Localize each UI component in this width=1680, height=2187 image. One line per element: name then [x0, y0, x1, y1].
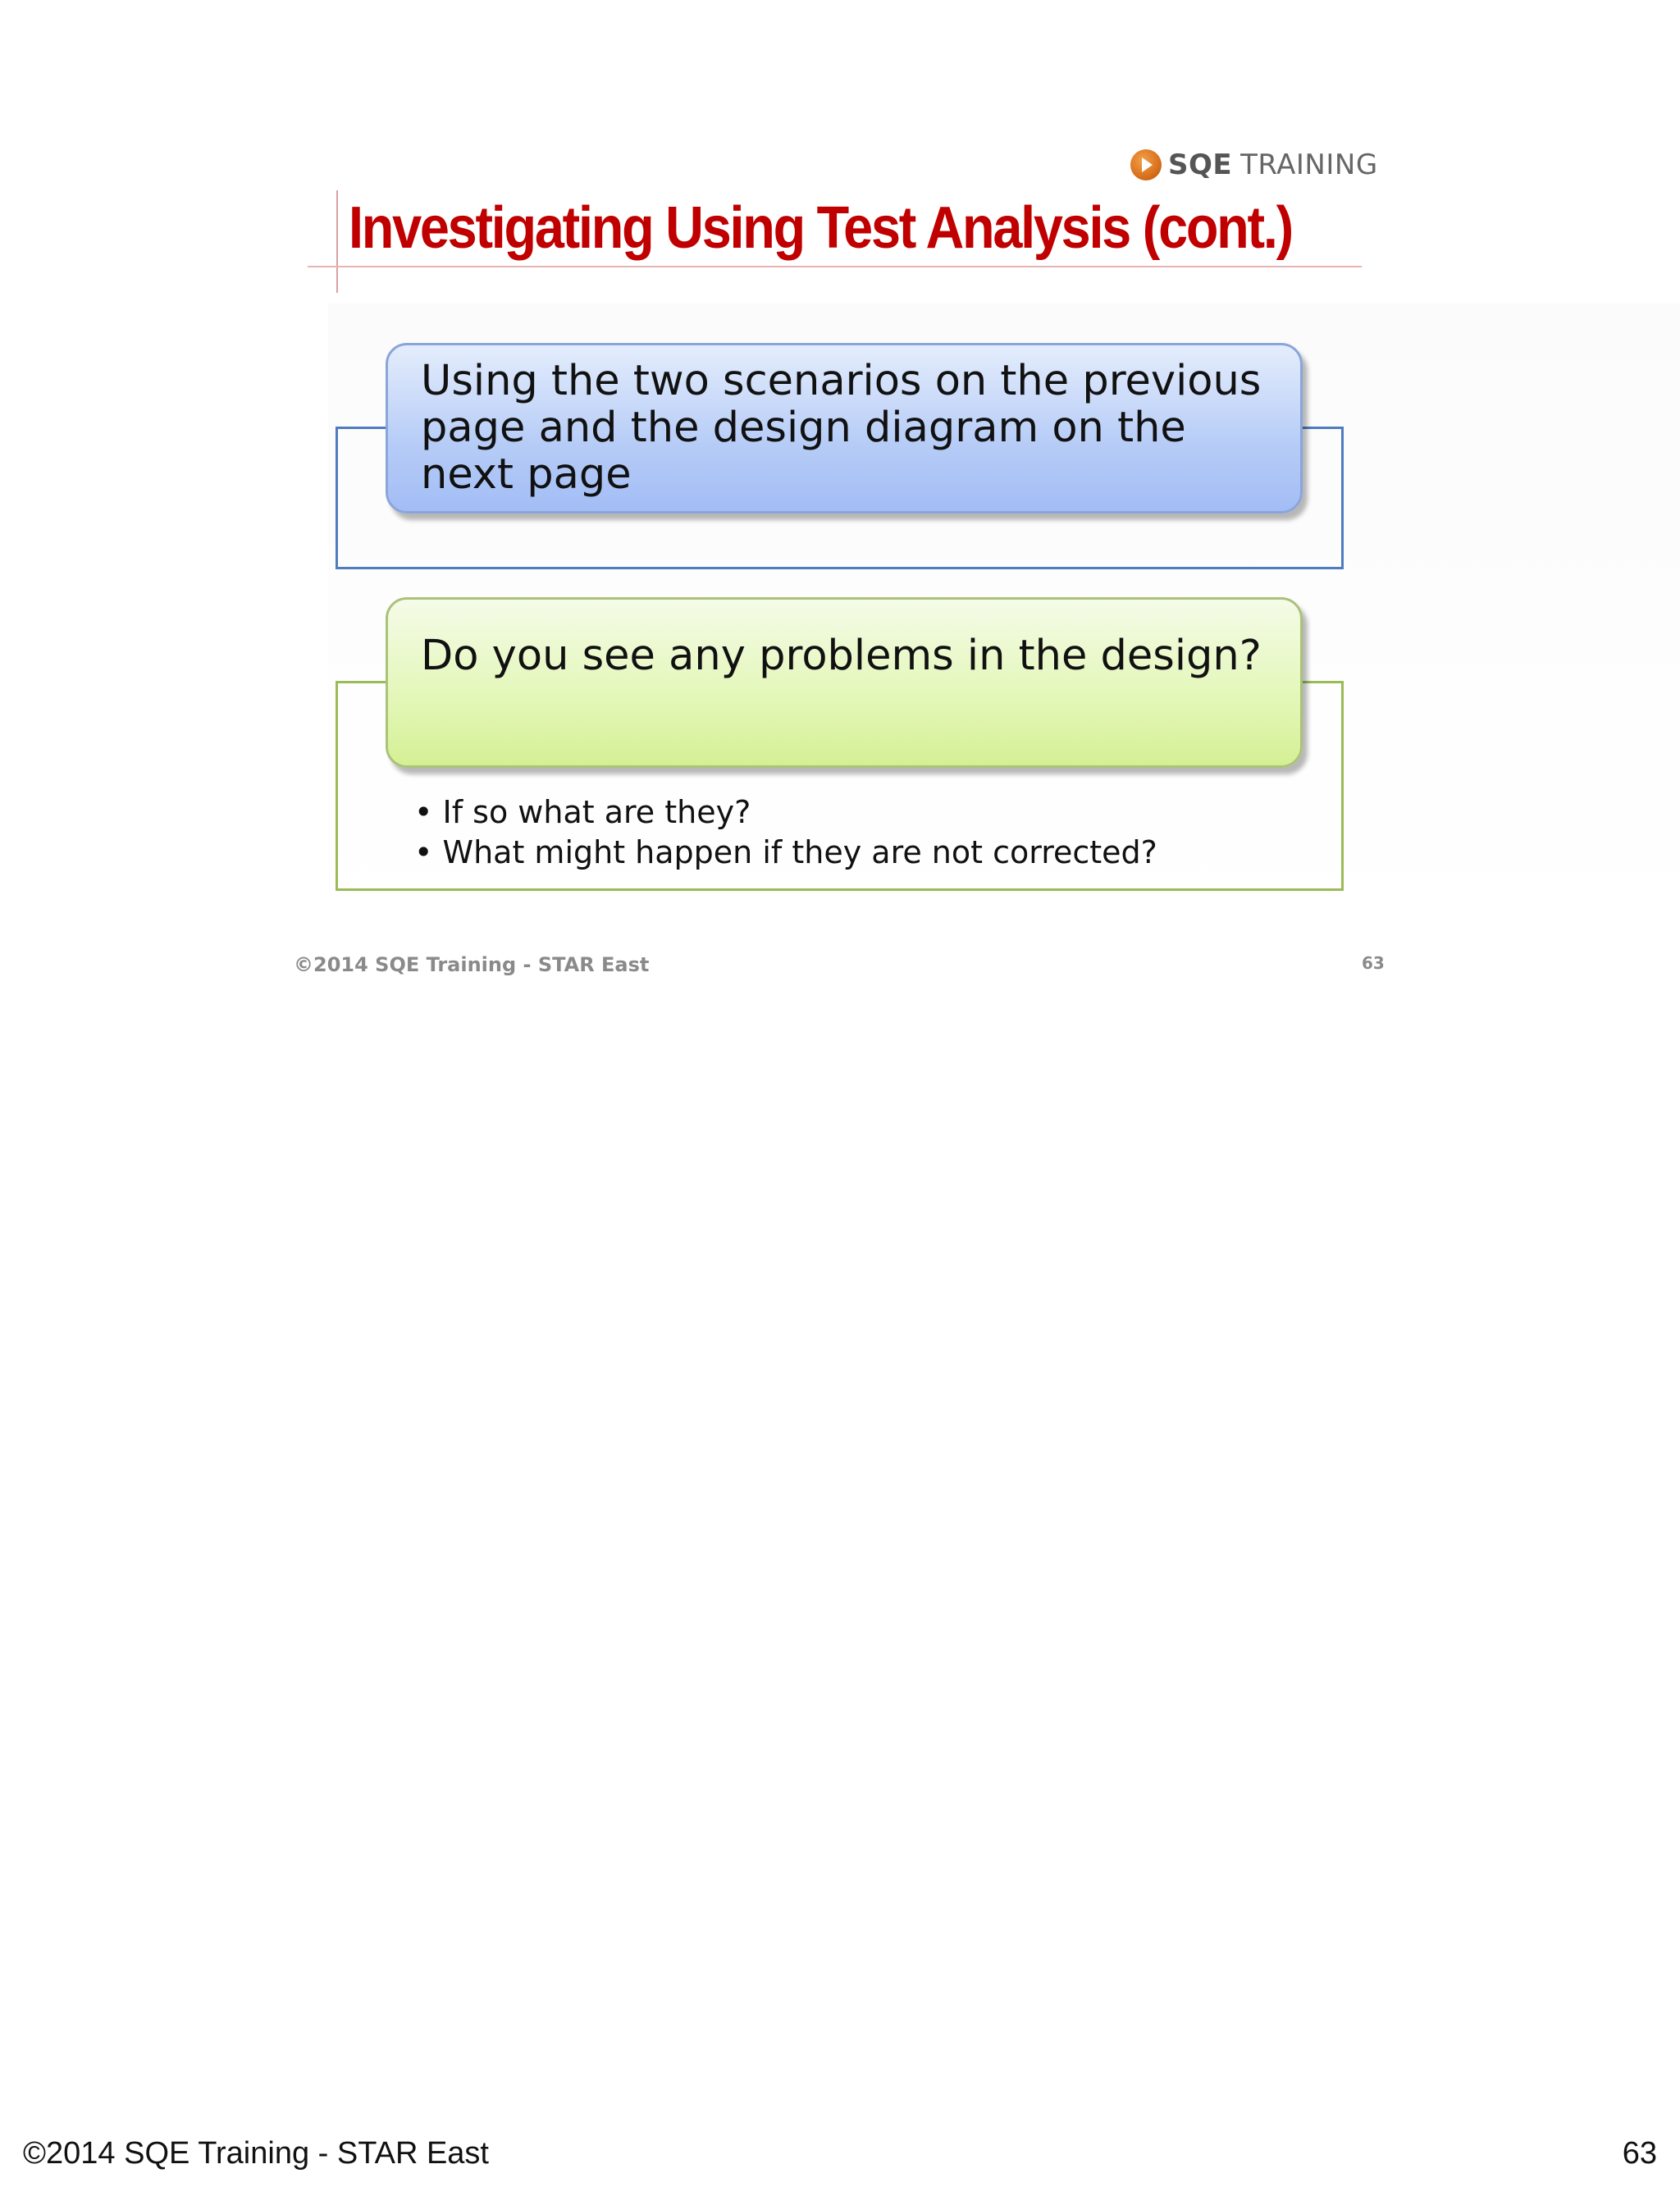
logo-text	[1168, 148, 1378, 181]
question-box: Do you see any problems in the design?	[386, 597, 1303, 768]
list-item: • What might happen if they are not corrected?	[414, 833, 1157, 873]
page-footer: ©2014 SQE Training - STAR East	[23, 2136, 489, 2171]
logo-word: TRAINING	[1240, 148, 1378, 181]
page-number: 63	[1622, 2136, 1657, 2171]
scenario-box: Using the two scenarios on the previous page and the design diagram on the next page	[386, 343, 1303, 514]
slide-footer: ©2014 SQE Training - STAR East	[294, 953, 650, 976]
sqe-training-logo	[1130, 146, 1378, 184]
slide	[0, 0, 1680, 1009]
slide-number: 63	[1362, 953, 1385, 973]
title-horizontal-rule	[308, 266, 1362, 267]
slide-title: Investigating Using Test Analysis (cont.)	[349, 195, 1292, 261]
title-vertical-rule	[336, 190, 338, 293]
play-circle-icon	[1130, 149, 1162, 180]
bullet-list	[414, 792, 1157, 873]
logo-brand: SQE	[1168, 148, 1233, 181]
list-item: • If so what are they?	[414, 792, 1157, 833]
